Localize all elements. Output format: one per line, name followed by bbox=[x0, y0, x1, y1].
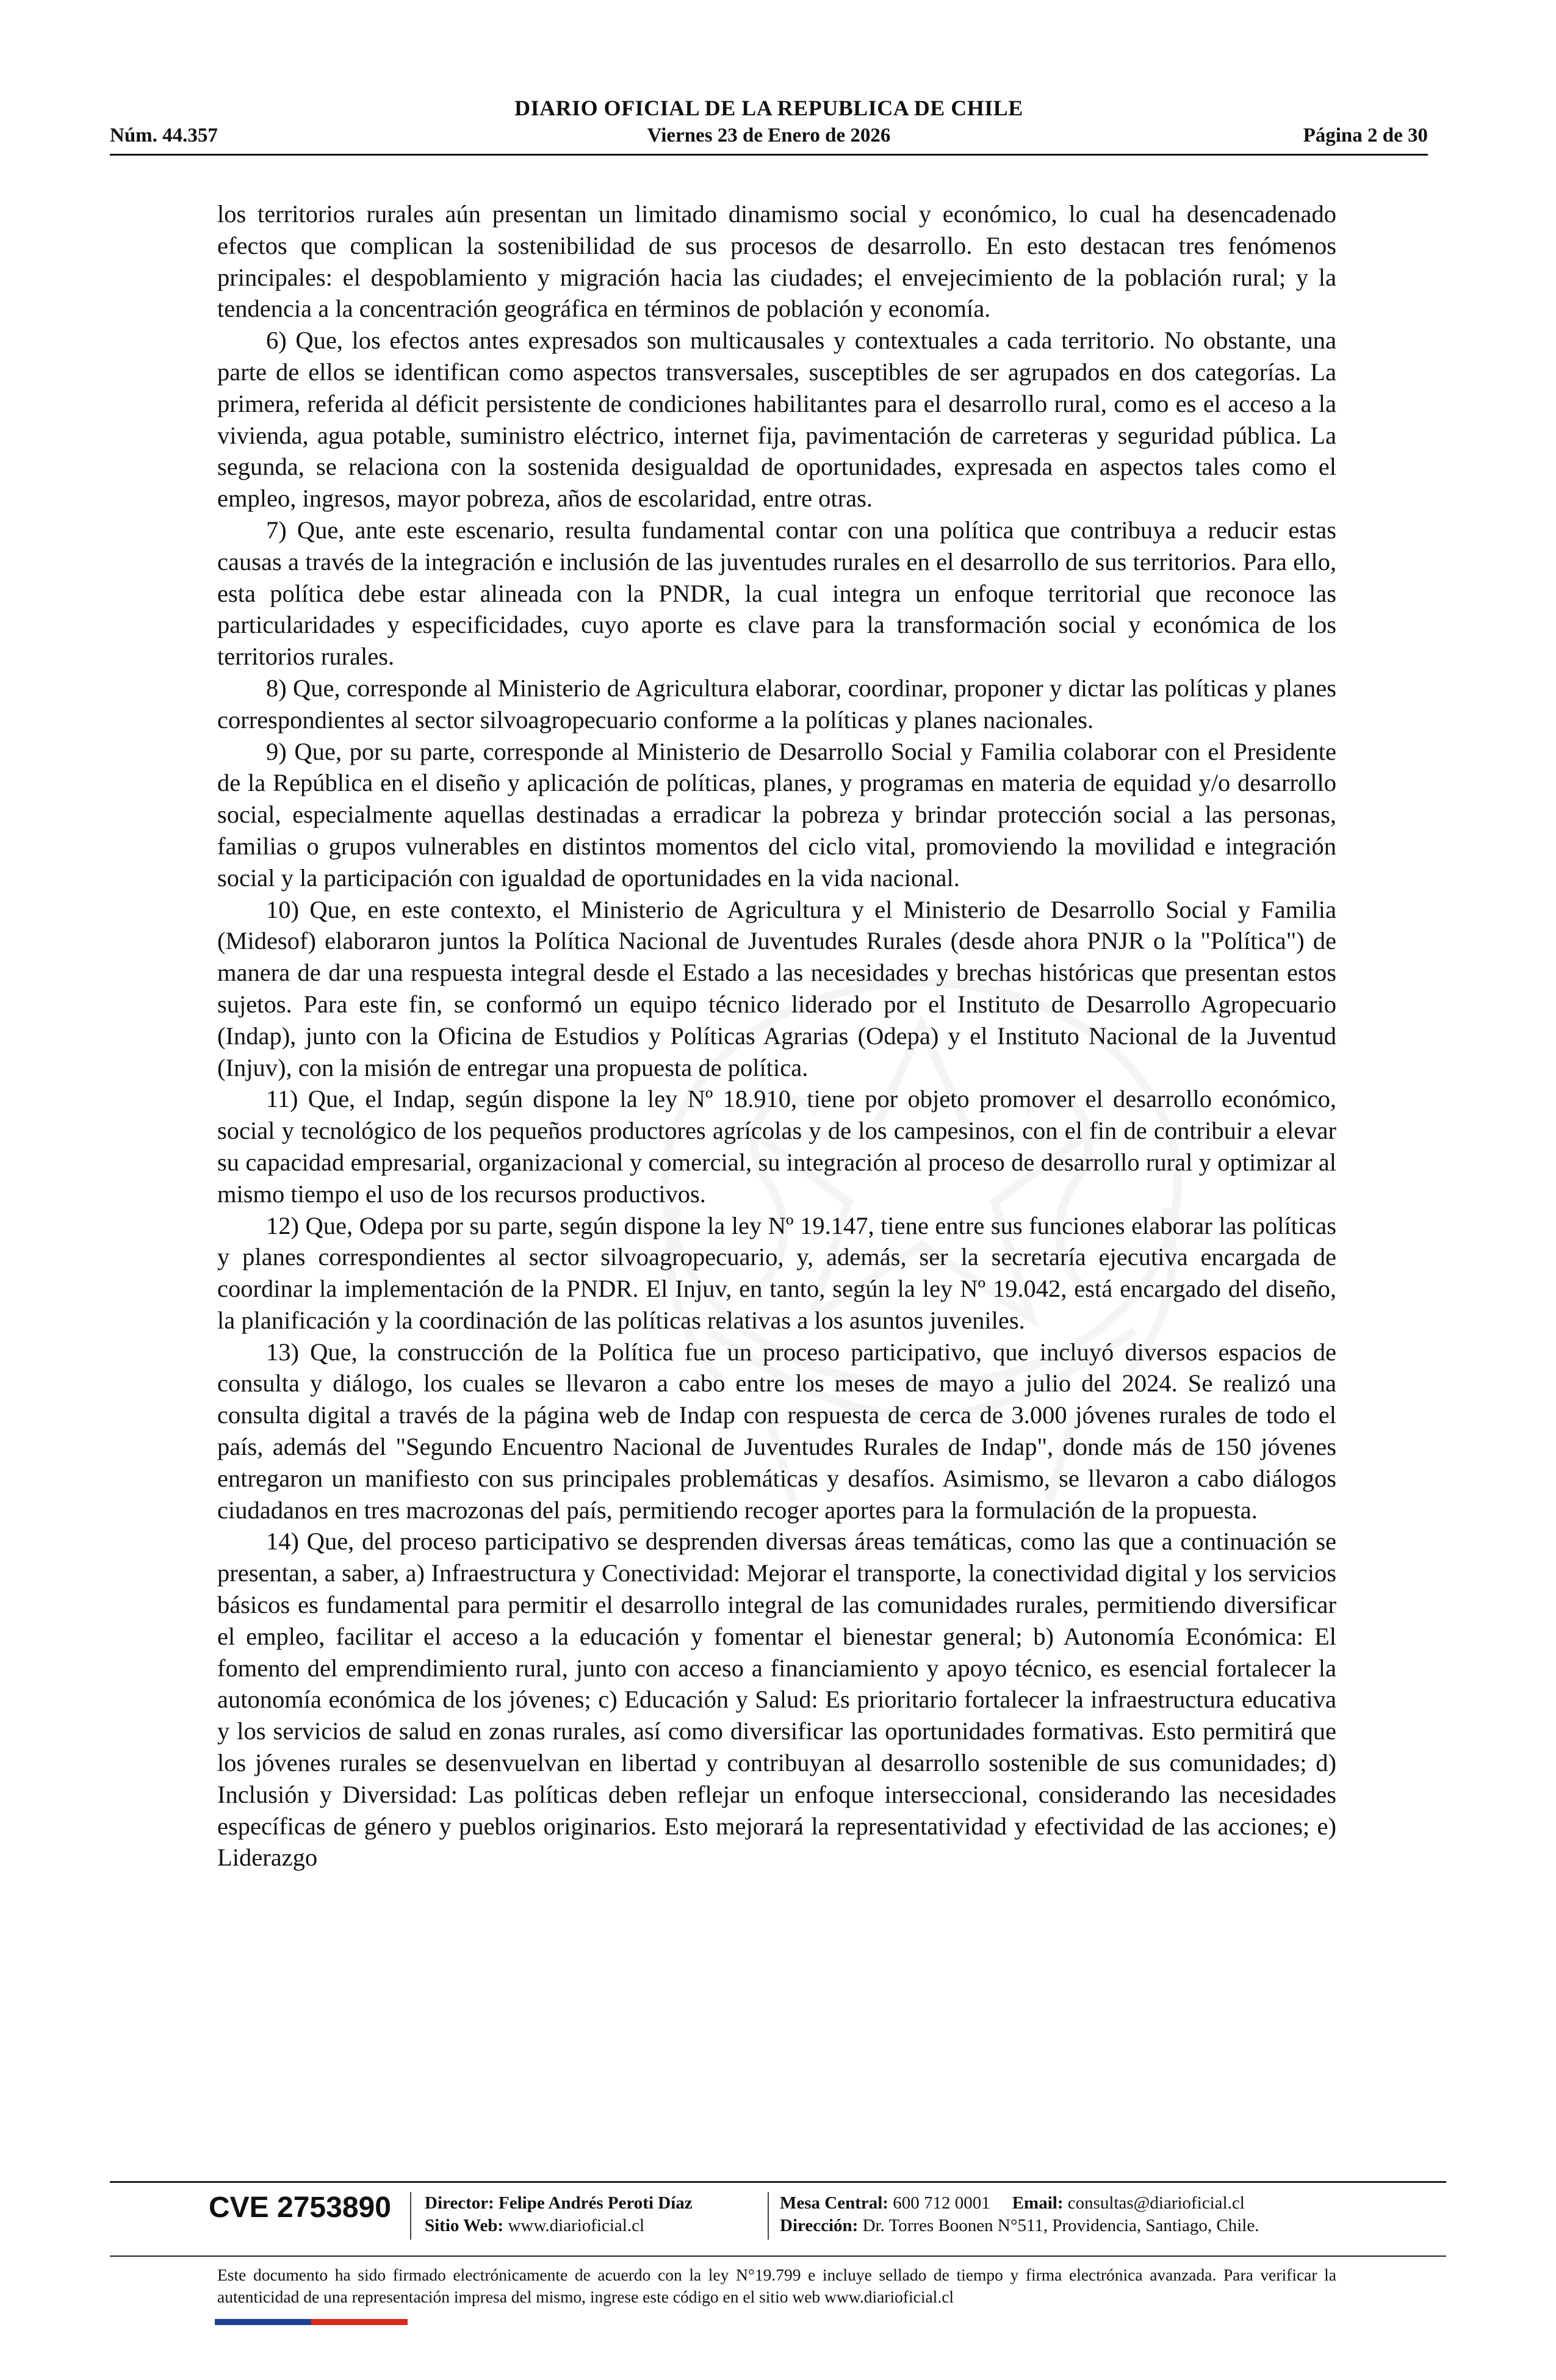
director-label: Director: bbox=[425, 2193, 494, 2213]
website-label: Sitio Web: bbox=[425, 2216, 504, 2235]
website-link[interactable]: www.diarioficial.cl bbox=[508, 2216, 645, 2235]
email-label: Email: bbox=[1012, 2193, 1064, 2213]
footer-contact-block bbox=[780, 2192, 1259, 2237]
header-divider bbox=[110, 154, 1428, 156]
paragraph-13: 13) Que, la construcción de la Política fue un proceso participativo, que incluyó diversos espacios de consulta y diálogo, los cuales se llevaron a cabo entre los meses de mayo a julio del 2024. Se realizó una consulta digital a través de la página web de Indap con respuesta de cerca de 3.000 jóvenes rurales de todo el país, además del "Segundo Encuentro Nacional de Juventudes Rurales de Indap", donde más de 150 jóvenes entregaron un manifiesto con sus principales problemáticas y desafíos. Asimismo, se llevaron a cabo diálogos ciudadanos en tres macrozonas del país, permitiendo recoger aportes para la formulación de la propuesta. bbox=[217, 1338, 1336, 1524]
paragraph-7: 7) Que, ante este escenario, resulta fundamental contar con una política que contribuya a reducir estas causas a través de la integración e inclusión de las juventudes rurales en el desarrollo de sus territorios. Para ello, esta política debe estar alineada con la PNDR, la cual integra un enfoque territorial que reconoce las particularidades y especificidades, cuyo aporte es clave para la transformación social y económica de los territorios rurales. bbox=[217, 516, 1336, 671]
document-body bbox=[217, 198, 1336, 1873]
issue-number: Núm. 44.357 bbox=[110, 124, 218, 146]
phone-number: 600 712 0001 bbox=[893, 2193, 990, 2213]
address-text: Dr. Torres Boonen N°511, Providencia, Santiago, Chile. bbox=[862, 2216, 1259, 2235]
paragraph-10: 10) Que, en este contexto, el Ministerio de Agricultura y el Ministerio de Desarrollo Social y Familia (Midesof) elaboraron juntos la Política Nacional de Juventudes Rurales (desde ahora PNJR o la "Política") de manera de dar una respuesta integral desde el Estado a las necesidades y brechas históricas que presentan estos sujetos. Para este fin, se conformó un equipo técnico liderado por el Instituto de Desarrollo Agropecuario (Indap), junto con la Oficina de Estudios y Políticas Agrarias (Odepa) y el Instituto Nacional de la Juventud (Injuv), con la misión de entregar una propuesta de política. bbox=[217, 895, 1336, 1081]
issue-date: Viernes 23 de Enero de 2026 bbox=[647, 124, 891, 146]
flag-blue-segment bbox=[215, 2319, 311, 2325]
phone-label: Mesa Central: bbox=[780, 2193, 888, 2213]
legal-notice: Este documento ha sido firmado electrónicamente de acuerdo con la ley N°19.799 e incluye sellado de tiempo y firma electrónica avanzada. Para verificar la autenticidad de una representación impresa del mismo, ingrese este código en el sitio web www.diarioficial.cl bbox=[217, 2265, 1336, 2306]
paragraph-continuation: los territorios rurales aún presentan un limitado dinamismo social y económico, lo cual ha desencadenado efectos que complican la sostenibilidad de sus procesos de desarrollo. En esto destacan tres fenómenos principales: el despoblamiento y migración hacia las ciudades; el envejecimiento de la población rural; y la tendencia a la concentración geográfica en términos de población y economía. bbox=[217, 200, 1336, 323]
newspaper-title: DIARIO OFICIAL DE LA REPUBLICA DE CHILE bbox=[514, 96, 1023, 120]
page-header bbox=[110, 93, 1428, 160]
footer-separator bbox=[410, 2192, 411, 2240]
chile-flag-stripe bbox=[215, 2319, 408, 2325]
flag-red-segment bbox=[311, 2319, 408, 2325]
paragraph-14: 14) Que, del proceso participativo se desprenden diversas áreas temáticas, como las que a continuación se presentan, a saber, a) Infraestructura y Conectividad: Mejorar el transporte, la conectividad digital y los servicios básicos es fundamental para permitir el desarrollo integral de las comunidades rurales, permitiendo diversificar el empleo, facilitar el acceso a la educación y fomentar el bienestar general; b) Autonomía Económica: El fomento del emprendimiento rural, junto con acceso a financiamiento y apoyo técnico, es esencial fortalecer la autonomía económica de los jóvenes; c) Educación y Salud: Es prioritario fortalecer la infraestructura educativa y los servicios de salud en zonas rurales, así como diversificar las oportunidades formativas. Esto permitirá que los jóvenes rurales se desenvuelvan en libertad y contribuyan al desarrollo sostenible de sus comunidades; d) Inclusión y Diversidad: Las políticas deben reflejar un enfoque interseccional, considerando las necesidades específicas de género y pueblos originarios. Esto mejorará la representatividad y efectividad de las acciones; e) Liderazgo bbox=[217, 1527, 1336, 1872]
address-label: Dirección: bbox=[780, 2216, 859, 2235]
paragraph-6: 6) Que, los efectos antes expresados son multicausales y contextuales a cada territorio. No obstante, una parte de ellos se identifican como aspectos transversales, susceptibles de ser agrupados en dos categorías. La primera, referida al déficit persistente de condiciones habilitantes para el desarrollo rural, como es el acceso a la vivienda, agua potable, suministro eléctrico, internet fija, pavimentación de carreteras y seguridad pública. La segunda, se relaciona con la sostenida desigualdad de oportunidades, expresada en aspectos tales como el empleo, ingresos, mayor pobreza, años de escolaridad, entre otras. bbox=[217, 326, 1336, 513]
footer-separator bbox=[768, 2192, 769, 2240]
director-name: Felipe Andrés Peroti Díaz bbox=[499, 2193, 693, 2213]
paragraph-11: 11) Que, el Indap, según dispone la ley Nº 18.910, tiene por objeto promover el desarrollo económico, social y tecnológico de los pequeños productores agrícolas y de los campesinos, con el fin de contribuir a elevar su capacidad empresarial, organizacional y comercial, su integración al proceso de desarrollo rural y optimizar al mismo tiempo el uso de los recursos productivos. bbox=[217, 1085, 1336, 1208]
paragraph-9: 9) Que, por su parte, corresponde al Ministerio de Desarrollo Social y Familia colaborar con el Presidente de la República en el diseño y aplicación de políticas, planes, y programas en materia de equidad y/o desarrollo social, especialmente aquellas destinadas a erradicar la pobreza y brindar protección social a las personas, familias o grupos vulnerables en distintos momentos del ciclo vital, promoviendo la movilidad e integración social y la participación con igualdad de oportunidades en la vida nacional. bbox=[217, 737, 1336, 892]
footer-top-divider bbox=[110, 2181, 1446, 2183]
cve-code: CVE 2753890 bbox=[209, 2191, 391, 2224]
footer-bottom-divider bbox=[110, 2256, 1446, 2257]
page-indicator: Página 2 de 30 bbox=[1303, 124, 1428, 146]
email-link[interactable]: consultas@diarioficial.cl bbox=[1067, 2193, 1245, 2213]
footer-director-block bbox=[425, 2192, 693, 2237]
paragraph-12: 12) Que, Odepa por su parte, según dispone la ley Nº 19.147, tiene entre sus funciones elaborar las políticas y planes correspondientes al sector silvoagropecuario, y, además, ser la secretaría ejecutiva encargada de coordinar la implementación de la PNDR. El Injuv, en tanto, según la ley Nº 19.042, está encargado del diseño, la planificación y la coordinación de las políticas relativas a los asuntos juveniles. bbox=[217, 1211, 1336, 1334]
paragraph-8: 8) Que, corresponde al Ministerio de Agricultura elaborar, coordinar, proponer y dictar las políticas y planes correspondientes al sector silvoagropecuario conforme a la políticas y planes nacionales. bbox=[217, 674, 1336, 734]
